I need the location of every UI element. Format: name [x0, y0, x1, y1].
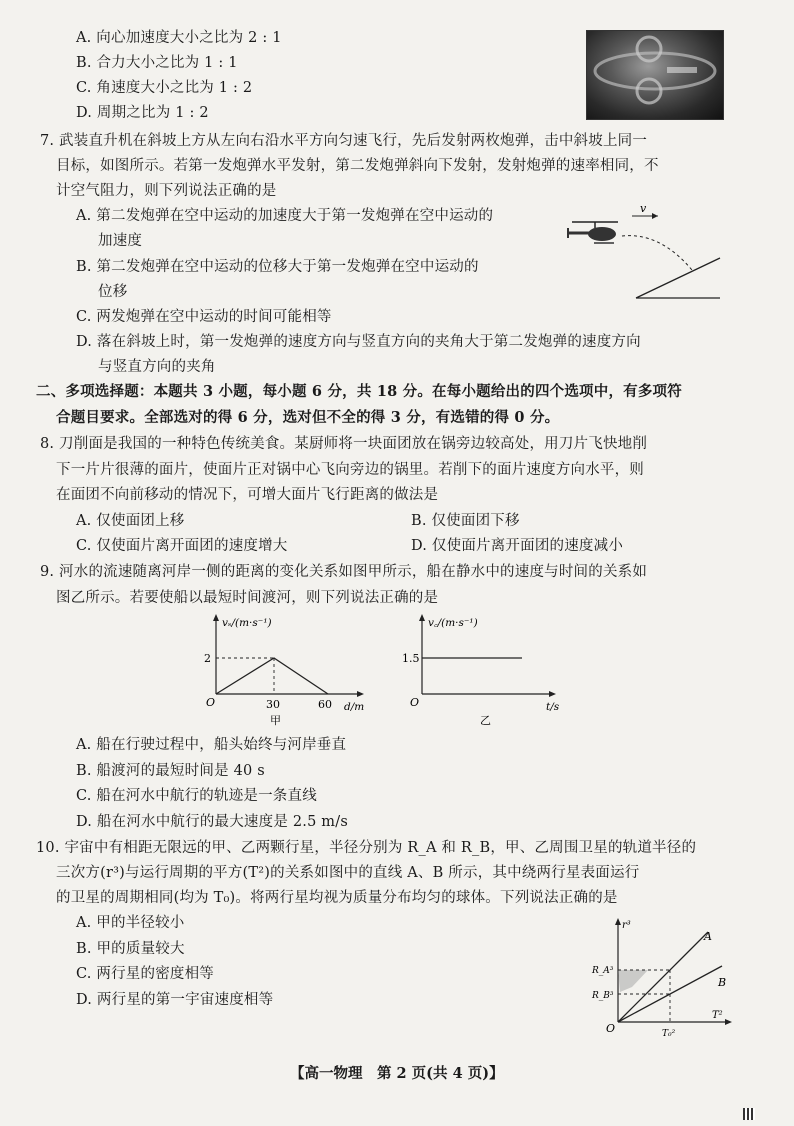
q9b-x-label: t/s [546, 701, 560, 713]
q9-option-d: D. 船在河水中航行的最大速度是 2.5 m/s [76, 814, 348, 830]
q10-tick-t0: T₀² [662, 1029, 676, 1039]
q7-option-b-2: 位移 [98, 284, 128, 300]
q10-tick-rb: R_B³ [592, 991, 614, 1001]
q10-option-d: D. 两行星的第一宇宙速度相等 [76, 992, 274, 1008]
q10-x-label: T² [712, 1010, 723, 1021]
q7-figure [560, 200, 730, 305]
section-2-header-1: 二、多项选择题：本题共 3 小题，每小题 6 分，共 18 分。在每小题给出的四个选项中，有多项符 [36, 383, 682, 400]
q10-line-a-label: A [704, 930, 712, 943]
q10-option-c: C. 两行星的密度相等 [76, 966, 214, 982]
q10-option-b: B. 甲的质量较大 [76, 941, 185, 957]
q6-photo [586, 30, 724, 120]
q10-origin: O [606, 1022, 616, 1035]
q9b-caption: 乙 [480, 714, 491, 727]
q7-stem-1: 7. 武装直升机在斜坡上方从左向右沿水平方向匀速飞行，先后发射两枚炮弹，击中斜坡上同一 [40, 133, 648, 149]
q6-option-b: B. 合力大小之比为 1 : 1 [76, 55, 238, 71]
q9-option-b: B. 船渡河的最短时间是 40 s [76, 763, 265, 779]
q9a-x-label: d/m [344, 701, 365, 713]
q10-stem-2: 三次方(r³)与运行周期的平方(T²)的关系如图中的直线 A、B 所示，其中绕两行星表面运行 [56, 865, 640, 881]
q9-stem-1: 9. 河水的流速随离河岸一侧的距离的变化关系如图甲所示，船在静水中的速度与时间的关系如 [40, 564, 648, 580]
q9b-y-tick: 1.5 [402, 652, 420, 665]
q8-option-b: B. 仅使面团下移 [411, 513, 520, 529]
section-2-header-2: 合题目要求。全部选对的得 6 分，选对但不全的得 3 分，有选错的得 0 分。 [56, 409, 560, 426]
q9b-origin: O [410, 696, 420, 709]
q9a-velocity-line [216, 658, 328, 694]
page-footer: 【高一物理 第 2 页(共 4 页)】 [290, 1065, 504, 1082]
q9a-origin: O [206, 696, 216, 709]
q9a-x-tick-1: 30 [266, 698, 280, 711]
q6-option-a: A. 向心加速度大小之比为 2 : 1 [76, 30, 282, 46]
helicopter-icon [568, 222, 618, 243]
q7-option-a-2: 加速度 [98, 233, 143, 249]
q8-stem-2: 下一片片很薄的面片，使面片正对锅中心飞向旁边的锅里。若削下的面片速度方向水平，则 [56, 462, 644, 478]
q9a-y-label: vₛ/(m·s⁻¹) [222, 617, 272, 629]
q10-stem-3: 的卫星的周期相同(均为 T₀)。将两行星均视为质量分布均匀的球体。下列说法正确的是 [56, 890, 618, 906]
q8-option-d: D. 仅使面片离开面团的速度减小 [411, 538, 624, 554]
q7-option-d-2: 与竖直方向的夹角 [98, 359, 216, 375]
q7-option-b-1: B. 第二发炮弹在空中运动的位移大于第一发炮弹在空中运动的 [76, 259, 479, 275]
q7-stem-2: 目标，如图所示。若第一发炮弹水平发射，第二发炮弹斜向下发射，发射炮弹的速率相同，不 [56, 158, 659, 174]
q7-stem-3: 计空气阻力，则下列说法正确的是 [56, 183, 277, 199]
q8-stem-1: 8. 刀削面是我国的一种特色传统美食。某厨师将一块面团放在锅旁边较高处，用刀片飞快地削 [40, 436, 648, 452]
q9-figure-a [200, 612, 380, 730]
q9b-y-label: v꜀/(m·s⁻¹) [428, 617, 478, 629]
q10-tick-ra: R_A³ [592, 966, 614, 976]
q8-option-a: A. 仅使面团上移 [76, 513, 185, 529]
q10-figure [588, 912, 738, 1042]
q8-stem-3: 在面团不向前移动的情况下，可增大面片飞行距离的做法是 [56, 487, 439, 503]
q9-stem-2: 图乙所示。若要使船以最短时间渡河，则下列说法正确的是 [56, 590, 439, 606]
q6-option-d: D. 周期之比为 1 : 2 [76, 105, 209, 121]
q7-option-c: C. 两发炮弹在空中运动的时间可能相等 [76, 309, 332, 325]
q7-velocity-label: v [640, 202, 647, 215]
q10-option-a: A. 甲的半径较小 [76, 915, 185, 931]
q7-option-a-1: A. 第二发炮弹在空中运动的加速度大于第一发炮弹在空中运动的 [76, 208, 494, 224]
q10-line-b-label: B [718, 976, 727, 989]
q10-stem-1: 10. 宇宙中有相距无限远的甲、乙两颗行星，半径分别为 R_A 和 R_B，甲、乙周围卫星的轨道半径的 [36, 840, 697, 856]
qr-code-icon [743, 1108, 755, 1120]
q10-y-label: r³ [622, 920, 631, 931]
q9-figure-b [400, 612, 570, 730]
q7-option-d-1: D. 落在斜坡上时，第一发炮弹的速度方向与竖直方向的夹角大于第二发炮弹的速度方向 [76, 334, 641, 350]
q8-option-c: C. 仅使面片离开面团的速度增大 [76, 538, 288, 554]
q9-option-c: C. 船在河水中航行的轨迹是一条直线 [76, 788, 317, 804]
q9-option-a: A. 船在行驶过程中，船头始终与河岸垂直 [76, 737, 347, 753]
q9a-x-tick-2: 60 [318, 698, 332, 711]
q9a-y-tick: 2 [204, 652, 211, 665]
q9a-caption: 甲 [270, 714, 281, 727]
q6-option-c: C. 角速度大小之比为 1 : 2 [76, 80, 253, 96]
